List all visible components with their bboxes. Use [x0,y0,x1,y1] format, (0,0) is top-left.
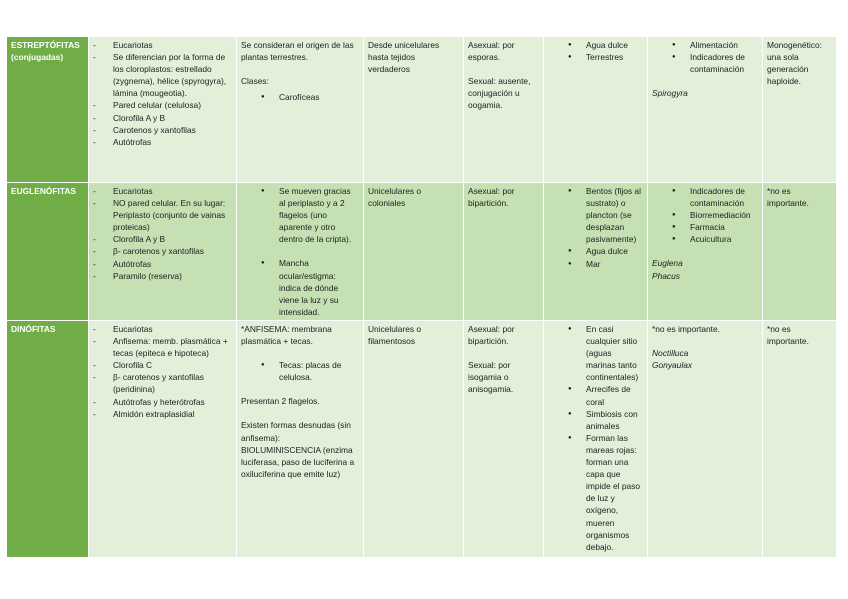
cell-text: Sexual: ausente, conjugación u oogamia. [468,76,531,111]
list-item: - Clorofila C [93,359,232,371]
list-item: ● Bentos (fijos al sustrato) o plancton (se desplazan pasivamente) [548,185,643,245]
habitat-cell [544,37,648,183]
notes-cell [237,37,364,183]
characteristics-list [93,323,232,420]
example-genus: Phacus [652,270,680,281]
list-item: ● Indicadores de contaminación [652,185,758,209]
list-item: - Se diferencian por la forma de los cloroplastos: estrellado (zygnema), hélice (spyrogyra), lámina (mougeotia). [93,51,232,99]
uses-cell [648,37,763,183]
example-genus: Noctilluca [652,348,689,359]
characteristics-list [93,185,232,282]
list-item: - Pared celular (celulosa) [93,99,232,111]
notes-list [241,185,359,318]
list-item: ● Carofíceas [241,91,359,103]
table-row [7,321,837,558]
list-item: - Clorofila A y B [93,233,232,245]
list-item: - Autótrofas [93,258,232,270]
cell-text: Asexual: por bipartición. [468,324,515,347]
habitat-list [548,323,643,553]
list-item: ● Mar [548,258,643,270]
list-item: - Anfisema: memb. plasmática + tecas (epiteca e hipoteca) [93,335,232,359]
cell-label: Clases: [241,76,269,87]
cell-text: Existen formas desnudas (sin anfisema): BIOLUMINISCENCIA (enzima luciferasa, paso de luciferina a oxiluciferina que emite luz) [241,420,355,479]
notes-cell [237,183,364,321]
organization-cell: Unicelulares o coloniales [364,183,464,321]
habitat-cell [544,321,648,558]
life-cycle-cell: *no es importante. [763,183,837,321]
cell-text: Se consideran el origen de las plantas terrestres. [241,40,354,63]
cell-text: Asexual: por bipartición. [468,186,515,209]
list-item: ● Indicadores de contaminación [652,51,758,75]
reproduction-cell [464,183,544,321]
list-item: ● Simbiosis con animales [548,408,643,432]
example-genus: Spirogyra [652,88,688,99]
list-item: - Eucariotas [93,39,232,51]
list-item: ● Forman las mareas rojas: forman una capa que impide el paso de luz y oxígeno, mueren organismos debajo. [548,432,643,553]
cell-text: Presentan 2 flagelos. [241,396,320,407]
list-item: ● Tecas: placas de celulosa. [241,359,359,383]
uses-cell [648,183,763,321]
list-item: - Eucariotas [93,323,232,335]
life-cycle-cell: Monogenético: una sola generación haploide. [763,37,837,183]
list-item: ● Farmacia [652,221,758,233]
list-item: - Paramilo (reserva) [93,270,232,282]
list-item: - NO pared celular. En su lugar: Periplasto (conjunto de vainas proteicas) [93,197,232,233]
table-row [7,37,837,183]
list-item: - β- carotenos y xantofilas (peridinina) [93,371,232,395]
characteristics-list [93,39,232,148]
list-item: ● Terrestres [548,51,643,63]
habitat-list [548,39,643,63]
example-genus: Gonyaulax [652,360,693,371]
list-item: - Almidón extraplasidial [93,408,232,420]
list-item: ● Biorremediación [652,209,758,221]
list-item: ● En casi cualquier sitio (aguas marinas tanto continentales) [548,323,643,383]
list-item: ● Arrecifes de coral [548,383,643,407]
reproduction-cell [464,37,544,183]
habitat-cell [544,183,648,321]
list-item: - Carotenos y xantofilas [93,124,232,136]
habitat-list [548,185,643,270]
list-item: ● Mancha ocular/estigma: indica de dónde viene la luz y su intensidad. [241,257,359,317]
notes-list [241,91,359,103]
uses-list [652,185,758,245]
characteristics-cell [89,37,237,183]
characteristics-cell [89,183,237,321]
list-item: ● Se mueven gracias al periplasto y a 2 flagelos (uno aparente y otro dentro de la cripta). [241,185,359,245]
list-item: - Autótrofas y heterótrofas [93,396,232,408]
list-item: - Eucariotas [93,185,232,197]
characteristics-cell [89,321,237,558]
cell-text: *no es importante. [652,324,720,334]
table-row [7,183,837,321]
group-name-cell: DINÓFITAS [7,321,89,558]
cell-text: *ANFISEMA: membrana plasmática + tecas. [241,324,332,347]
classification-table-page [6,36,836,556]
organization-cell: Desde unicelulares hasta tejidos verdaderos [364,37,464,183]
algae-classification-table [6,36,837,558]
organization-cell: Unicelulares o filamentosos [364,321,464,558]
list-item: - Autótrofas [93,136,232,148]
notes-list [241,359,359,383]
list-item: - β- carotenos y xantofilas [93,245,232,257]
uses-list [652,39,758,75]
uses-cell [648,321,763,558]
list-item: ● Agua dulce [548,245,643,257]
list-item: ● Alimentación [652,39,758,51]
life-cycle-cell: *no es importante. [763,321,837,558]
reproduction-cell [464,321,544,558]
group-name-cell: EUGLENÓFITAS [7,183,89,321]
group-name-cell: ESTREPTÓFITAS (conjugadas) [7,37,89,183]
list-item: - Clorofila A y B [93,112,232,124]
list-item: ● Agua dulce [548,39,643,51]
cell-text: Asexual: por esporas. [468,40,515,63]
example-genus: Euglena [652,258,683,269]
notes-cell [237,321,364,558]
list-item: ● Acuicultura [652,233,758,245]
cell-text: Sexual: por isogamia o anisogamia. [468,360,514,395]
